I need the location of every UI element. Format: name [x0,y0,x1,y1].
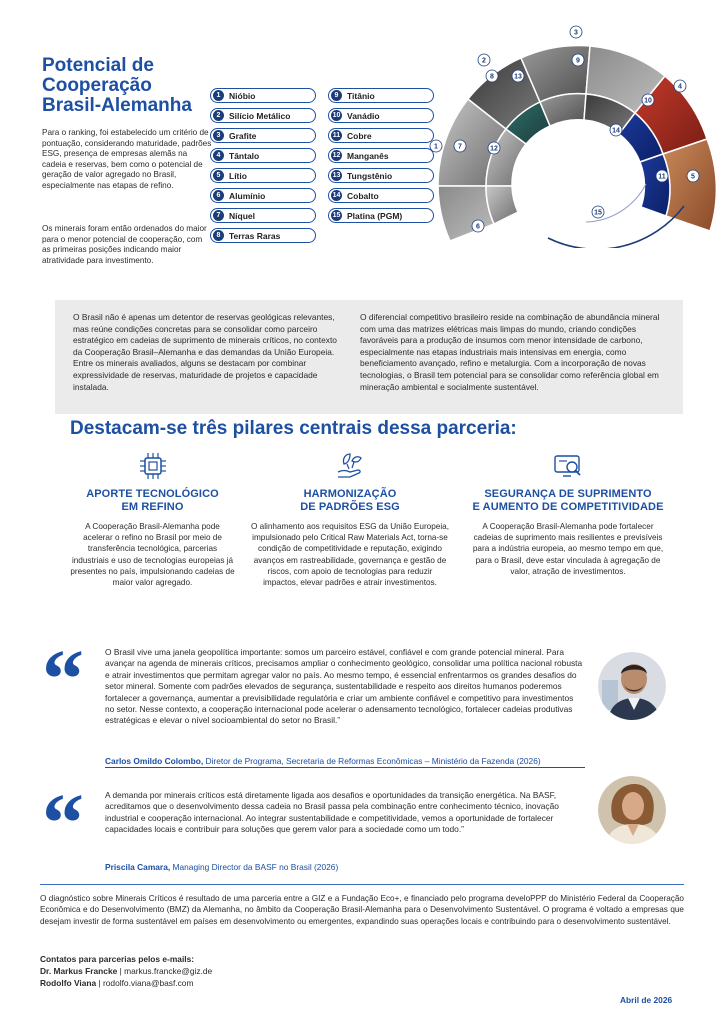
arc-segment [663,139,716,231]
arc-label [512,70,524,82]
svg-text:8: 8 [490,73,494,81]
svg-text:5: 5 [691,173,695,181]
mineral-number: 11 [332,132,341,139]
mineral-name: Silício Metálico [229,110,291,121]
mineral-name: Nióbio [229,90,256,101]
pillar-title-line: APORTE TECNOLÓGICO [86,488,219,500]
avatar-priscila [598,776,666,844]
page-title [42,56,232,116]
contacts-block [40,953,212,989]
mineral-number: 3 [213,130,224,141]
svg-text:12: 12 [490,145,498,153]
mineral-item [328,128,434,143]
context-text-right: O diferencial competitivo brasileiro reside na combinação de abundância mineral com uma das matrizes elétricas mais limpas do mundo, criando condições favoráveis para a produção de insumos com menor intensidade de carbono, especialmente nas etapas industriais mais intensivas em energia, como beneficiamento avançado, refino e metalurgia. Com a incorporação de novas tecnologias, o Brasil tem potencial para se consolidar como referência global em mineração ambiental e socialmente sustentável. [360,312,660,392]
arc-label [572,54,584,66]
footer-text: O diagnóstico sobre Minerais Críticos é resultado de uma parceria entre a GIZ e a Fundação Eco+, e financiado pelo programa develoPPP do Ministério Federal da Cooperação Econômica e do Desenvolvimento (BMZ) da Alemanha, no âmbito da Cooperação Brasil-Alemanha para o Desenvolvimento Sustentável. O programa é voltado a empresas que desejam investir de forma sustentável em países em desenvolvimento ou emergentes, expandindo suas operações locais e contribuindo para o desenvolvimento sustentável. [40,894,684,926]
mineral-item [328,188,434,203]
contact-email[interactable]: | rodolfo.viana@basf.com [96,978,194,988]
arc-label [687,170,699,182]
footer-divider [40,884,684,885]
pillar-title [468,488,668,513]
context-band [55,300,683,414]
svg-text:10: 10 [644,97,652,105]
mineral-number: 7 [213,210,224,221]
mineral-number: 13 [332,172,341,179]
mineral-number: 15 [332,212,341,219]
pillar-title [250,488,450,513]
arc-label [454,140,466,152]
context-text-left: O Brasil não é apenas um detentor de reservas geológicas relevantes, mas reúne condições concretas para se consolidar como parceiro estratégico em cadeias de suprimento de minerais críticos, no contexto da Cooperação Brasil–Alemanha e das demandas da União Europeia. Entre os minerais avaliados, alguns se destacam por combinar expressividade de reservas, maturidade de projetos e capacidade instalada. [73,312,337,392]
mineral-number: 1 [213,90,224,101]
mineral-name: Terras Raras [229,230,281,241]
svg-text:15: 15 [594,209,602,217]
pillar-title-line: E AUMENTO DE COMPETITIVIDADE [472,500,664,513]
pillars-heading: Destacam-se três pilares centrais dessa parceria: [70,418,517,439]
mineral-arc-graphic [428,16,718,248]
mineral-item [210,148,316,163]
svg-text:7: 7 [458,143,462,151]
mineral-number: 5 [213,170,224,181]
pillar-title [70,488,235,513]
intro-paragraph-2: Os minerais foram então ordenados do maior para o menor potencial de cooperação, com as primeiras posições indicando maior atratividade para investimento. [42,224,207,265]
svg-text:11: 11 [658,173,666,181]
quote-2-text: A demanda por minerais críticos está diretamente ligada aos desafios e oportunidades da transição energética. Na BASF, acreditamos que o desenvolvimento dessa cadeia no Brasil passa pela combinação entre conhecimento técnico, inovação industrial e cooperação internacional. Ao integrar sustentabilidade e competitividade, vemos a oportunidade de fortalecer capacidades locais e contribuir para soluções que gerem valor para a sociedade como um todo.” [105,790,559,835]
svg-text:3: 3 [574,29,578,37]
chip-icon [137,450,169,482]
quote-1-author [105,756,625,766]
mineral-name: Cobalto [347,190,379,201]
mineral-item [328,208,434,223]
mineral-item [210,188,316,203]
mineral-number: 2 [213,110,224,121]
pillar-text: A Cooperação Brasil-Alemanha pode acelerar o refino no Brasil por meio de transferência tecnológica, parcerias industriais e uso de tecnologias europeias já presentes no país, impulsionando cadeias de maior valor agregado. [70,522,235,588]
svg-text:4: 4 [678,83,682,91]
mineral-name: Níquel [229,210,255,221]
mineral-name: Tungstênio [347,170,393,181]
arc-label [592,206,604,218]
quote-1-text: O Brasil vive uma janela geopolítica importante: somos um parceiro estável, confiável e com grande potencial mineral. Para avançar na agenda de minerais críticos, precisamos ampliar o conhecimento geológico, consolidar uma política nacional robusta e atrair investimentos que permitam agregar valor no país. Ao mesmo tempo, é essencial enfrentarmos os grandes desafios do setor mineral. Somente com padrões elevados de segurança, sustentabilidade e respeito aos direitos humanos poderemos fortalecer a governança, aumentar a previsibilidade regulatória e criar um ambiente confiável e competitivo para investimentos no setor. Nesse contexto, a cooperação internacional pode acelerar o adensamento tecnológico, fortalecer cadeias produtivas estratégicas e elevar o nível socioambiental do setor no Brasil.” [105,647,583,726]
mineral-number: 6 [213,190,224,201]
mineral-list [210,88,440,248]
mineral-name: Grafite [229,130,257,141]
mineral-item [210,208,316,223]
quote-mark-icon: “ [42,777,76,870]
quote-divider [105,767,585,768]
mineral-name: Platina (PGM) [347,210,403,221]
arc-label [642,94,654,106]
leaves-hand-icon [334,450,366,482]
contact-name: Dr. Markus Francke [40,966,118,976]
quote-author-name: Carlos Omildo Colombo, [105,756,204,766]
arc-label [478,54,490,66]
svg-text:1: 1 [434,143,438,151]
mineral-item [328,168,434,183]
mineral-item [210,168,316,183]
mineral-number: 8 [213,230,224,241]
avatar-carlos [598,652,666,720]
mineral-number: 12 [332,152,341,159]
monitor-search-icon [552,450,584,482]
pillar-title-line: DE PADRÕES ESG [300,500,400,513]
mineral-number: 4 [213,150,224,161]
title-line-1: Potencial de [42,55,154,76]
svg-text:13: 13 [514,73,522,81]
arc-label [486,70,498,82]
quote-2-author [105,862,525,872]
mineral-name: Manganês [347,150,389,161]
mineral-name: Vanádio [347,110,380,121]
pillar-text: O alinhamento aos requisitos ESG da União Europeia, impulsionado pelo Critical Raw Materials Act, torna-se condição de competitividade e reputação, exigindo avanços em rastreabilidade, governança e gestão de riscos, com apoio de tecnologias para reduzir impactos, elevar padrões e atrair investimentos. [251,522,449,588]
pillar-text: A Cooperação Brasil-Alemanha pode fortalecer cadeias de suprimento mais resilientes e previsíveis para a indústria europeia, ao mesmo tempo em que, para o Brasil, deve estar vinculada à agregação de valor, atração de investimentos. [472,522,664,576]
contact-name: Rodolfo Viana [40,978,97,988]
quote-author-role: Managing Director da BASF no Brasil (2026) [170,862,339,872]
arc-segment [640,154,670,216]
pillar-title-line: EM REFINO [121,500,184,513]
arc-label [610,124,622,136]
mineral-name: Alumínio [229,190,266,201]
title-line-2: Cooperação [42,75,152,96]
mineral-name: Cobre [347,130,372,141]
title-line-3: Brasil-Alemanha [42,95,192,116]
pillar-title-line: SEGURANÇA DE SUPRIMENTO [484,488,652,500]
mineral-name: Titânio [347,90,375,101]
pillar-title-line: HARMONIZAÇÃO [303,488,397,500]
mineral-item [210,128,316,143]
pillar-tech [70,450,235,588]
arc-label [430,140,442,152]
mineral-item [210,108,316,123]
arc-label [488,142,500,154]
mineral-name: Lítio [229,170,247,181]
mineral-item [328,88,434,103]
contacts-heading: Contatos para parcerias pelos e-mails: [40,954,195,964]
mineral-item [210,228,316,243]
intro-paragraph-1: Para o ranking, foi estabelecido um critério de pontuação, considerando maturidade, padrões ESG, presença de empresas alemãs na cadeia e reservas, bem como o potencial de geração de valor agregado no Brasil, especialmente nas etapas de refino. [42,128,212,190]
svg-text:14: 14 [612,127,620,135]
mineral-item [328,108,434,123]
mineral-number: 10 [332,112,341,119]
quote-author-role: Diretor de Programa, Secretaria de Reformas Econômicas – Ministério da Fazenda (2026) [203,756,541,766]
quote-author-name: Priscila Camara, [105,862,171,872]
pillar-supply [468,450,668,577]
mineral-item [328,148,434,163]
pillar-esg [250,450,450,588]
arc-label [570,26,582,38]
mineral-number: 9 [331,90,342,101]
mineral-item [210,88,316,103]
quote-mark-icon: “ [42,633,76,726]
arc-label [656,170,668,182]
svg-text:9: 9 [576,57,580,65]
arc-label [674,80,686,92]
publication-date: Abril de 2026 [620,995,673,1005]
mineral-number: 14 [332,192,341,199]
arc-label [472,220,484,232]
contact-email[interactable]: | markus.francke@giz.de [117,966,213,976]
svg-text:2: 2 [482,57,486,65]
mineral-name: Tântalo [229,150,260,161]
svg-text:6: 6 [476,223,480,231]
